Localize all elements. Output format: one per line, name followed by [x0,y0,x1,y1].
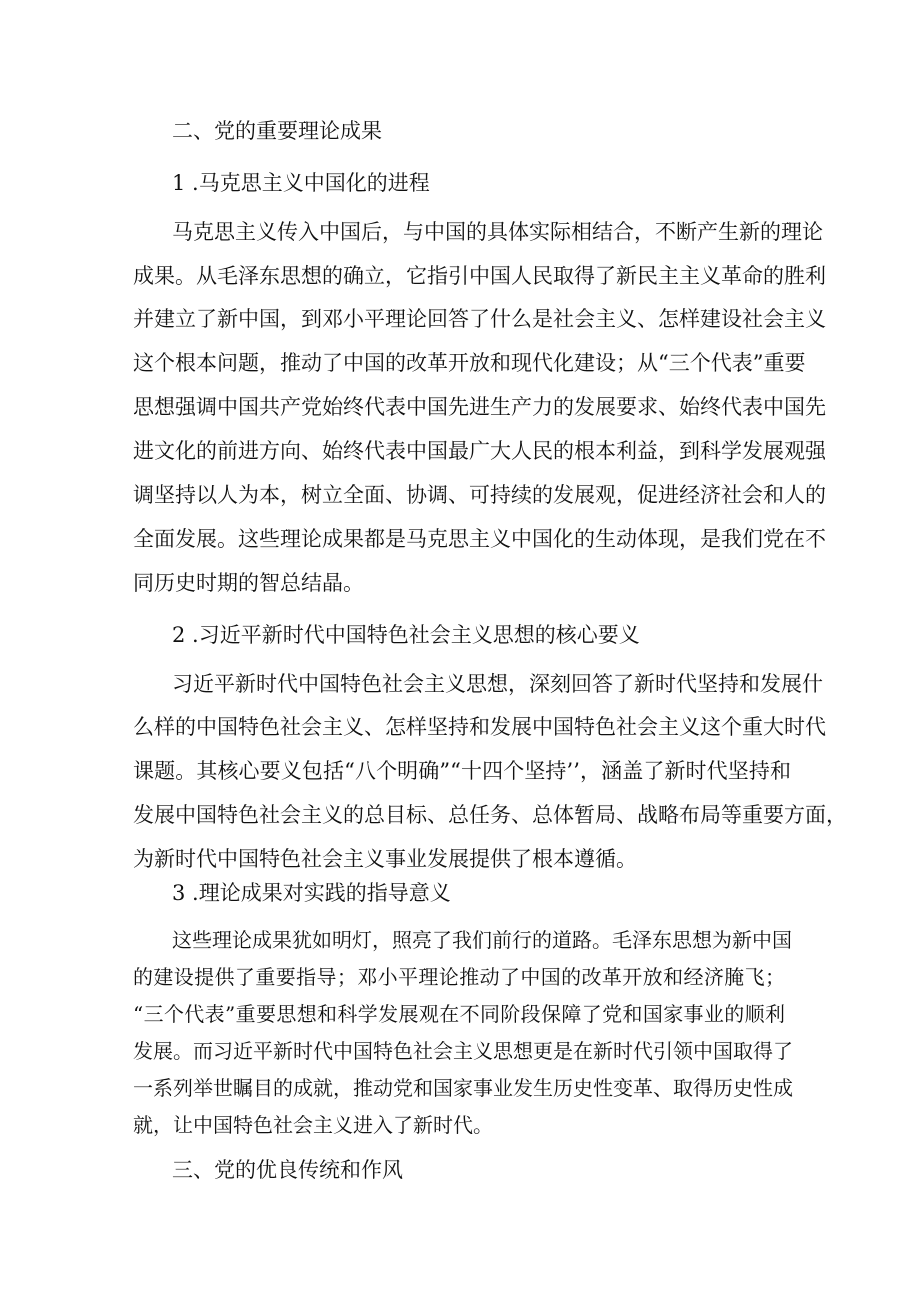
subsection-heading-2: 2 .习近平新时代中国特色社会主义思想的核心要义 [172,623,640,647]
paragraph-3-line: 这些理论成果犹如明灯，照亮了我们前行的道路。毛泽东思想为新中国 [172,928,792,952]
section-heading-3: 三、党的优良传统和作风 [172,1158,403,1182]
paragraph-2-line: 发展中国特色社会主义的总目标、总任务、总体暂局、战略布局等重要方面， [133,803,847,827]
paragraph-1-line: 思想强调中国共产党始终代表中国先进生产力的发展要求、始终代表中国先 [133,395,826,419]
paragraph-2-line: 么样的中国特色社会主义、怎样坚持和发展中国特色社会主义这个重大时代 [133,715,826,739]
paragraph-1-line: 马克思主义传入中国后，与中国的具体实际相结合，不断产生新的理论 [172,220,823,244]
paragraph-1-line: 同历史时期的智总结晶。 [133,571,364,595]
paragraph-3-line: 就，让中国特色社会主义进入了新时代。 [133,1113,493,1137]
paragraph-1-line: 成果。从毛泽东思想的确立，它指引中国人民取得了新民主主义革命的胜利 [133,264,826,288]
paragraph-3-line: 的建设提供了重要指导；邓小平理论推动了中国的改革开放和经济腌飞； [133,965,785,989]
paragraph-3-line: 发展。而习近平新时代中国特色社会主义思想更是在新时代引领中国取得了 [133,1039,793,1063]
paragraph-1-line: 进文化的前进方向、始终代表中国最广大人民的根本利益，到科学发展观强 [133,439,826,463]
paragraph-3-line: 一系列举世瞩目的成就，推动党和国家事业发生历史性变革、取得历史性成 [133,1076,793,1100]
section-heading-2: 二、党的重要理论成果 [172,119,382,143]
paragraph-2-line: 课题。其核心要义包括“八个明确”“十四个坚持’’，涵盖了新时代坚持和 [133,759,791,783]
paragraph-1-line: 全面发展。这些理论成果都是马克思主义中国化的生动体现，是我们党在不 [133,527,826,551]
paragraph-3-line: “三个代表”重要思想和科学发展观在不同阶段保障了党和国家事业的顺利 [133,1002,785,1026]
subsection-heading-1: 1 .马克思主义中国化的进程 [172,171,430,195]
paragraph-2-line: 为新时代中国特色社会主义事业发展提供了根本遵循。 [133,847,637,871]
paragraph-2-line: 习近平新时代中国特色社会主义思想，深刻回答了新时代坚持和发展什 [172,672,823,696]
subsection-heading-3: 3 .理论成果对实践的指导意义 [172,881,451,905]
paragraph-1-line: 这个根本问题，推动了中国的改革开放和现代化建设；从“三个代表”重要 [133,351,806,375]
paragraph-1-line: 调坚持以人为本，树立全面、协调、可持续的发展观，促进经济社会和人的 [133,483,826,507]
paragraph-1-line: 并建立了新中国，到邓小平理论回答了什么是社会主义、怎样建设社会主义 [133,307,826,331]
